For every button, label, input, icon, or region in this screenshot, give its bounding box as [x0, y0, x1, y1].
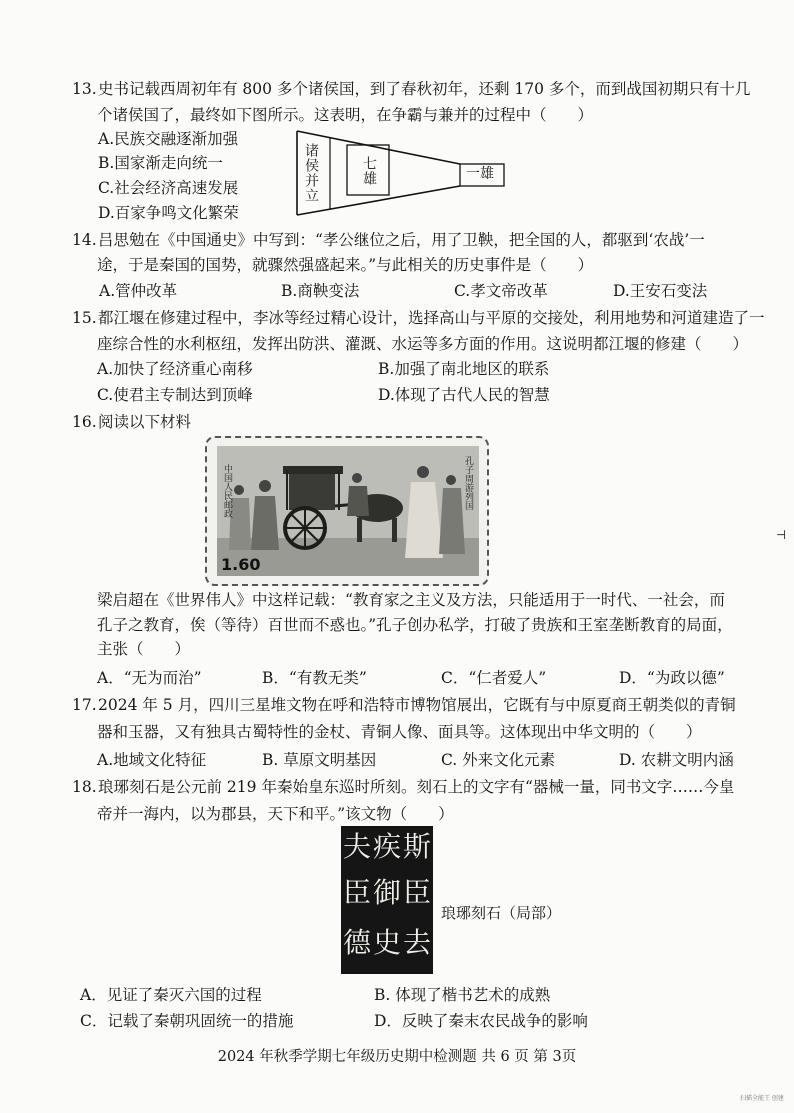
q16-stem-line3: 主张（ ） [97, 640, 191, 658]
q16-option-a[interactable]: A．“无为而治” [97, 669, 202, 687]
q14-option-c[interactable]: C.孝文帝改革 [454, 282, 548, 300]
rubbing-char: 疾 [373, 830, 402, 863]
q15-stem-line1: 15.都江堰在修建过程中，李冰等经过精心设计，选择高山与平原的交接处，利用地势和河道建造了一 [72, 309, 765, 327]
q13-option-c[interactable]: C.社会经济高速发展 [98, 179, 239, 197]
q15-option-c[interactable]: C.使君主专制达到顶峰 [97, 386, 253, 404]
q17-option-b[interactable]: B. 草原文明基因 [262, 751, 377, 769]
rubbing-char: 臣 [403, 876, 432, 909]
q16-intro: 16.阅读以下材料 [72, 413, 192, 431]
q14-option-d[interactable]: D.王安石变法 [613, 282, 708, 300]
q15-option-a[interactable]: A.加快了经济重心南移 [97, 360, 253, 378]
rubbing-char: 德 [343, 926, 372, 959]
q16-stem-line1: 梁启超在《世界伟人》中这样记载：“教育家之主义及方法，只能适用于一时代、一社会，而 [97, 591, 725, 609]
q17-option-d[interactable]: D. 农耕文明内涵 [619, 751, 734, 769]
rubbing-char: 斯 [403, 830, 432, 863]
diagram-label-right: 一雄 [466, 166, 494, 182]
q13-option-b[interactable]: B.国家渐走向统一 [98, 154, 223, 172]
rubbing-char: 夫 [343, 830, 372, 863]
q18-number: 18. [72, 778, 97, 796]
q14-number: 14. [72, 231, 97, 249]
q13-stem-line2: 个诸侯国了，最终如下图所示。这表明，在争霸与兼并的过程中（ ） [97, 106, 594, 124]
rubbing-char: 臣 [343, 876, 372, 909]
page-footer: 2024 年秋季学期七年级历史期中检测题 共 6 页 第 3页 [217, 1049, 577, 1065]
q18-option-a[interactable]: A．见证了秦灭六国的过程 [80, 986, 262, 1004]
q16-option-b[interactable]: B．“有教无类” [262, 669, 367, 687]
q15-option-b[interactable]: B.加强了南北地区的联系 [378, 360, 550, 378]
q15-number: 15. [72, 309, 97, 327]
q13-number: 13. [72, 80, 97, 98]
confucius-stamp-image [205, 436, 489, 586]
q17-stem-line1: 17.2024 年 5 月，四川三星堆文物在呼和浩特市博物馆展出，它既有与中原夏商王朝类似的青铜 [72, 696, 736, 714]
q16-option-d[interactable]: D．“为政以德” [619, 669, 725, 687]
rubbing-char: 去 [403, 926, 432, 959]
q14-stem-line2: 途，于是秦国的国势，就骤然强盛起来。”与此相关的历史事件是（ ） [97, 256, 594, 274]
q14-option-b[interactable]: B.商鞅变法 [281, 282, 360, 300]
q16-stem-line2: 孔子之教育，俟（等待）百世而不惑也。”孔子创办私学，打破了贵族和王室垄断教育的局面， [97, 616, 733, 634]
stamp-artwork [217, 446, 479, 576]
q15-option-d[interactable]: D.体现了古代人民的智慧 [378, 386, 550, 404]
q17-option-c[interactable]: C. 外来文化元素 [441, 751, 556, 769]
rubbing-caption: 琅琊刻石（局部） [441, 904, 562, 922]
q13-option-a[interactable]: A.民族交融逐渐加强 [98, 130, 239, 148]
q17-option-a[interactable]: A.地域文化特征 [97, 751, 207, 769]
langya-stele-rubbing-image [341, 826, 433, 974]
scanner-watermark: 扫描全能王 创建 [740, 1095, 784, 1102]
stamp-title-text: 孔子周游列国 [463, 456, 473, 510]
stamp-country-text: 中国人民邮政 [222, 464, 232, 518]
rubbing-char: 御 [373, 876, 402, 909]
stamp-face-value: 1.60 [221, 555, 261, 574]
q18-option-d[interactable]: D．反映了秦末农民战争的影响 [374, 1012, 588, 1030]
q14-option-a[interactable]: A.管仲改革 [99, 282, 178, 300]
margin-mark: ⊣ [776, 528, 787, 542]
q16-number: 16. [72, 413, 97, 431]
q17-stem-line2: 器和玉器，又有独具古蜀特性的金杖、青铜人像、面具等。这体现出中华文明的（ ） [97, 723, 702, 741]
q17-number: 17. [72, 696, 97, 714]
q18-option-b[interactable]: B. 体现了楷书艺术的成熟 [374, 986, 551, 1004]
q14-stem-line1: 14.吕思勉在《中国通史》中写到：“孝公继位之后，用了卫鞅，把全国的人，都驱到‘农战’一 [72, 231, 705, 249]
q13-option-d[interactable]: D.百家争鸣文化繁荣 [98, 204, 239, 222]
q18-option-c[interactable]: C．记载了秦朝巩固统一的措施 [80, 1012, 294, 1030]
rubbing-char: 史 [373, 926, 402, 959]
diagram-label-left: 诸侯并立 [303, 143, 319, 203]
q16-option-c[interactable]: C．“仁者爱人” [441, 669, 547, 687]
q13-stem-line1: 13.史书记载西周初年有 800 多个诸侯国，到了春秋初年，还剩 170 多个，而到战国初期只有十几 [72, 80, 751, 98]
diagram-label-middle: 七雄 [361, 156, 377, 186]
q15-stem-line2: 座综合性的水利枢纽，发挥出防洪、灌溉、水运等多方面的作用。这说明都江堰的修建（ ） [97, 335, 749, 353]
q18-stem-line2: 帝并一海内，以为郡县，天下和平。”该文物（ ） [97, 805, 454, 823]
q18-stem-line1: 18.琅琊刻石是公元前 219 年秦始皇东巡时所刻。刻石上的文字有“器械一量，同书文字……今皇 [72, 778, 735, 796]
